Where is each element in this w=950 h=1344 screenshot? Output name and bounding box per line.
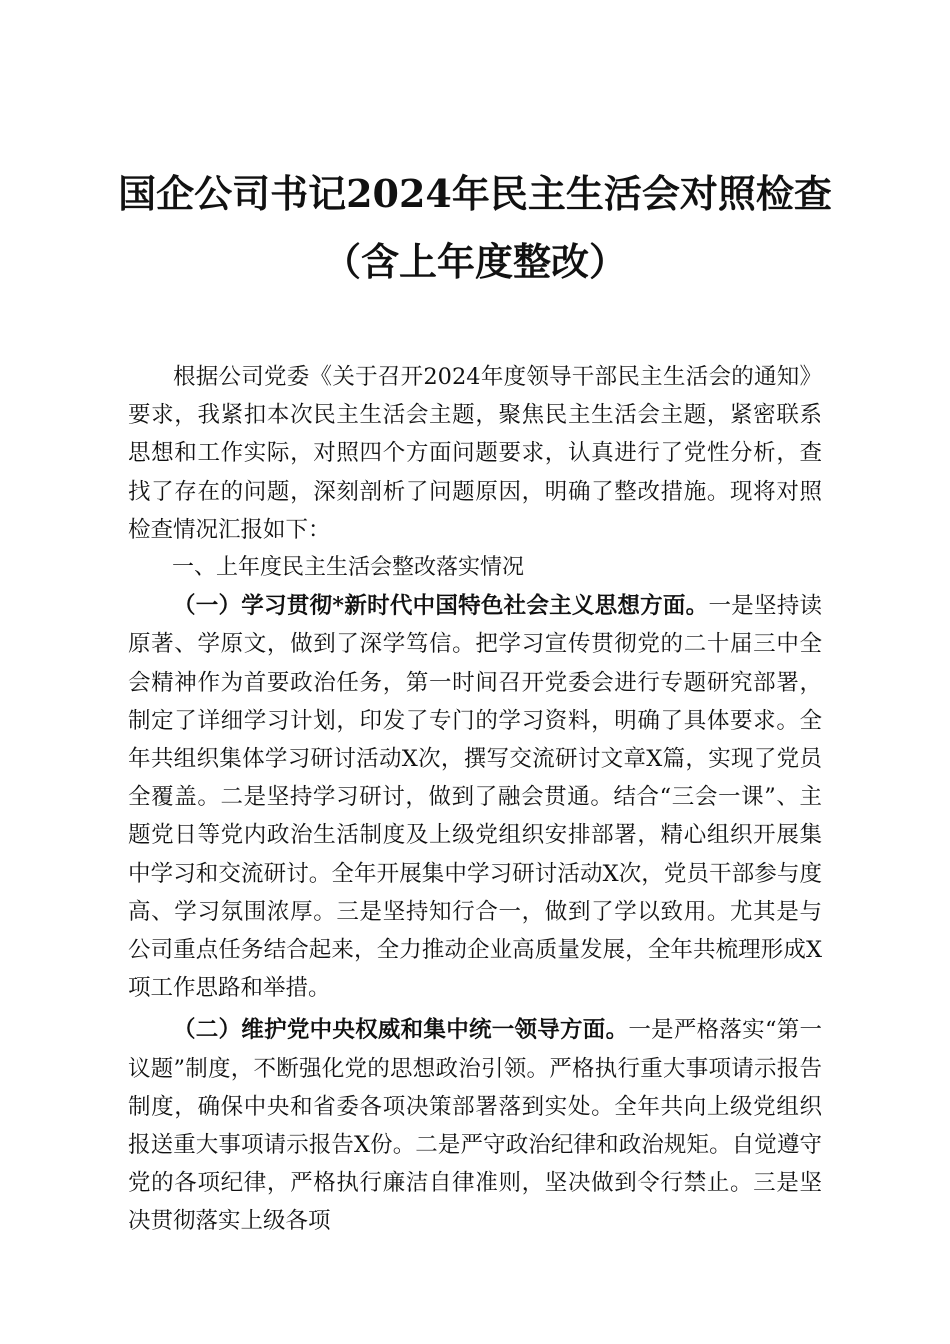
subsection-1-lead: （一）学习贯彻*新时代中国特色社会主义思想方面。 xyxy=(173,593,709,620)
subsection-2-lead: （二）维护党中央权威和集中统一领导方面。 xyxy=(173,1017,629,1044)
section-heading: 一、上年度民主生活会整改落实情况 xyxy=(172,555,525,581)
subsection-2-text: 一是严格落实“第一议题”制度，不断强化党的思想政治引领。严格执行重大事项请示报告制度，确保中央和省委各项决策部署落到实处。全年共向上级党组织报送重大事项请示报告X份。二是严守政治纪律和政治规矩。自觉遵守党的各项纪律，严格执行廉洁自律准则，坚决做到令行禁止。三是坚决贯彻落实上级各项 xyxy=(128,1017,822,1235)
subsection-2-paragraph xyxy=(128,1011,822,1240)
subsection-1-paragraph xyxy=(128,587,822,1007)
intro-paragraph: 根据公司党委《关于召开2024年度领导干部民主生活会的通知》要求，我紧扣本次民主生活会主题，聚焦民主生活会主题，紧密联系思想和工作实际，对照四个方面问题要求，认真进行了党性分析，查找了存在的问题，深刻剖析了问题原因，明确了整改措施。现将对照检查情况汇报如下： xyxy=(128,364,822,543)
document-title: 国企公司书记2024年民主生活会对照检查 xyxy=(118,171,832,216)
document-subtitle: （含上年度整改） xyxy=(322,239,627,284)
subsection-1-text: 一是坚持读原著、学原文，做到了深学笃信。把学习宣传贯彻党的二十届三中全会精神作为首要政治任务，第一时间召开党委会进行专题研究部署，制定了详细学习计划，印发了专门的学习资料，明确了具体要求。全年共组织集体学习研讨活动X次，撰写交流研讨文章X篇，实现了党员全覆盖。二是坚持学习研讨，做到了融会贯通。结合“三会一课”、主题党日等党内政治生活制度及上级党组织安排部署，精心组织开展集中学习和交流研讨。全年开展集中学习研讨活动X次，党员干部参与度高、学习氛围浓厚。三是坚持知行合一，做到了学以致用。尤其是与公司重点任务结合起来，全力推动企业高质量发展，全年共梳理形成X项工作思路和举措。 xyxy=(128,593,822,1002)
document-body xyxy=(128,358,822,1241)
